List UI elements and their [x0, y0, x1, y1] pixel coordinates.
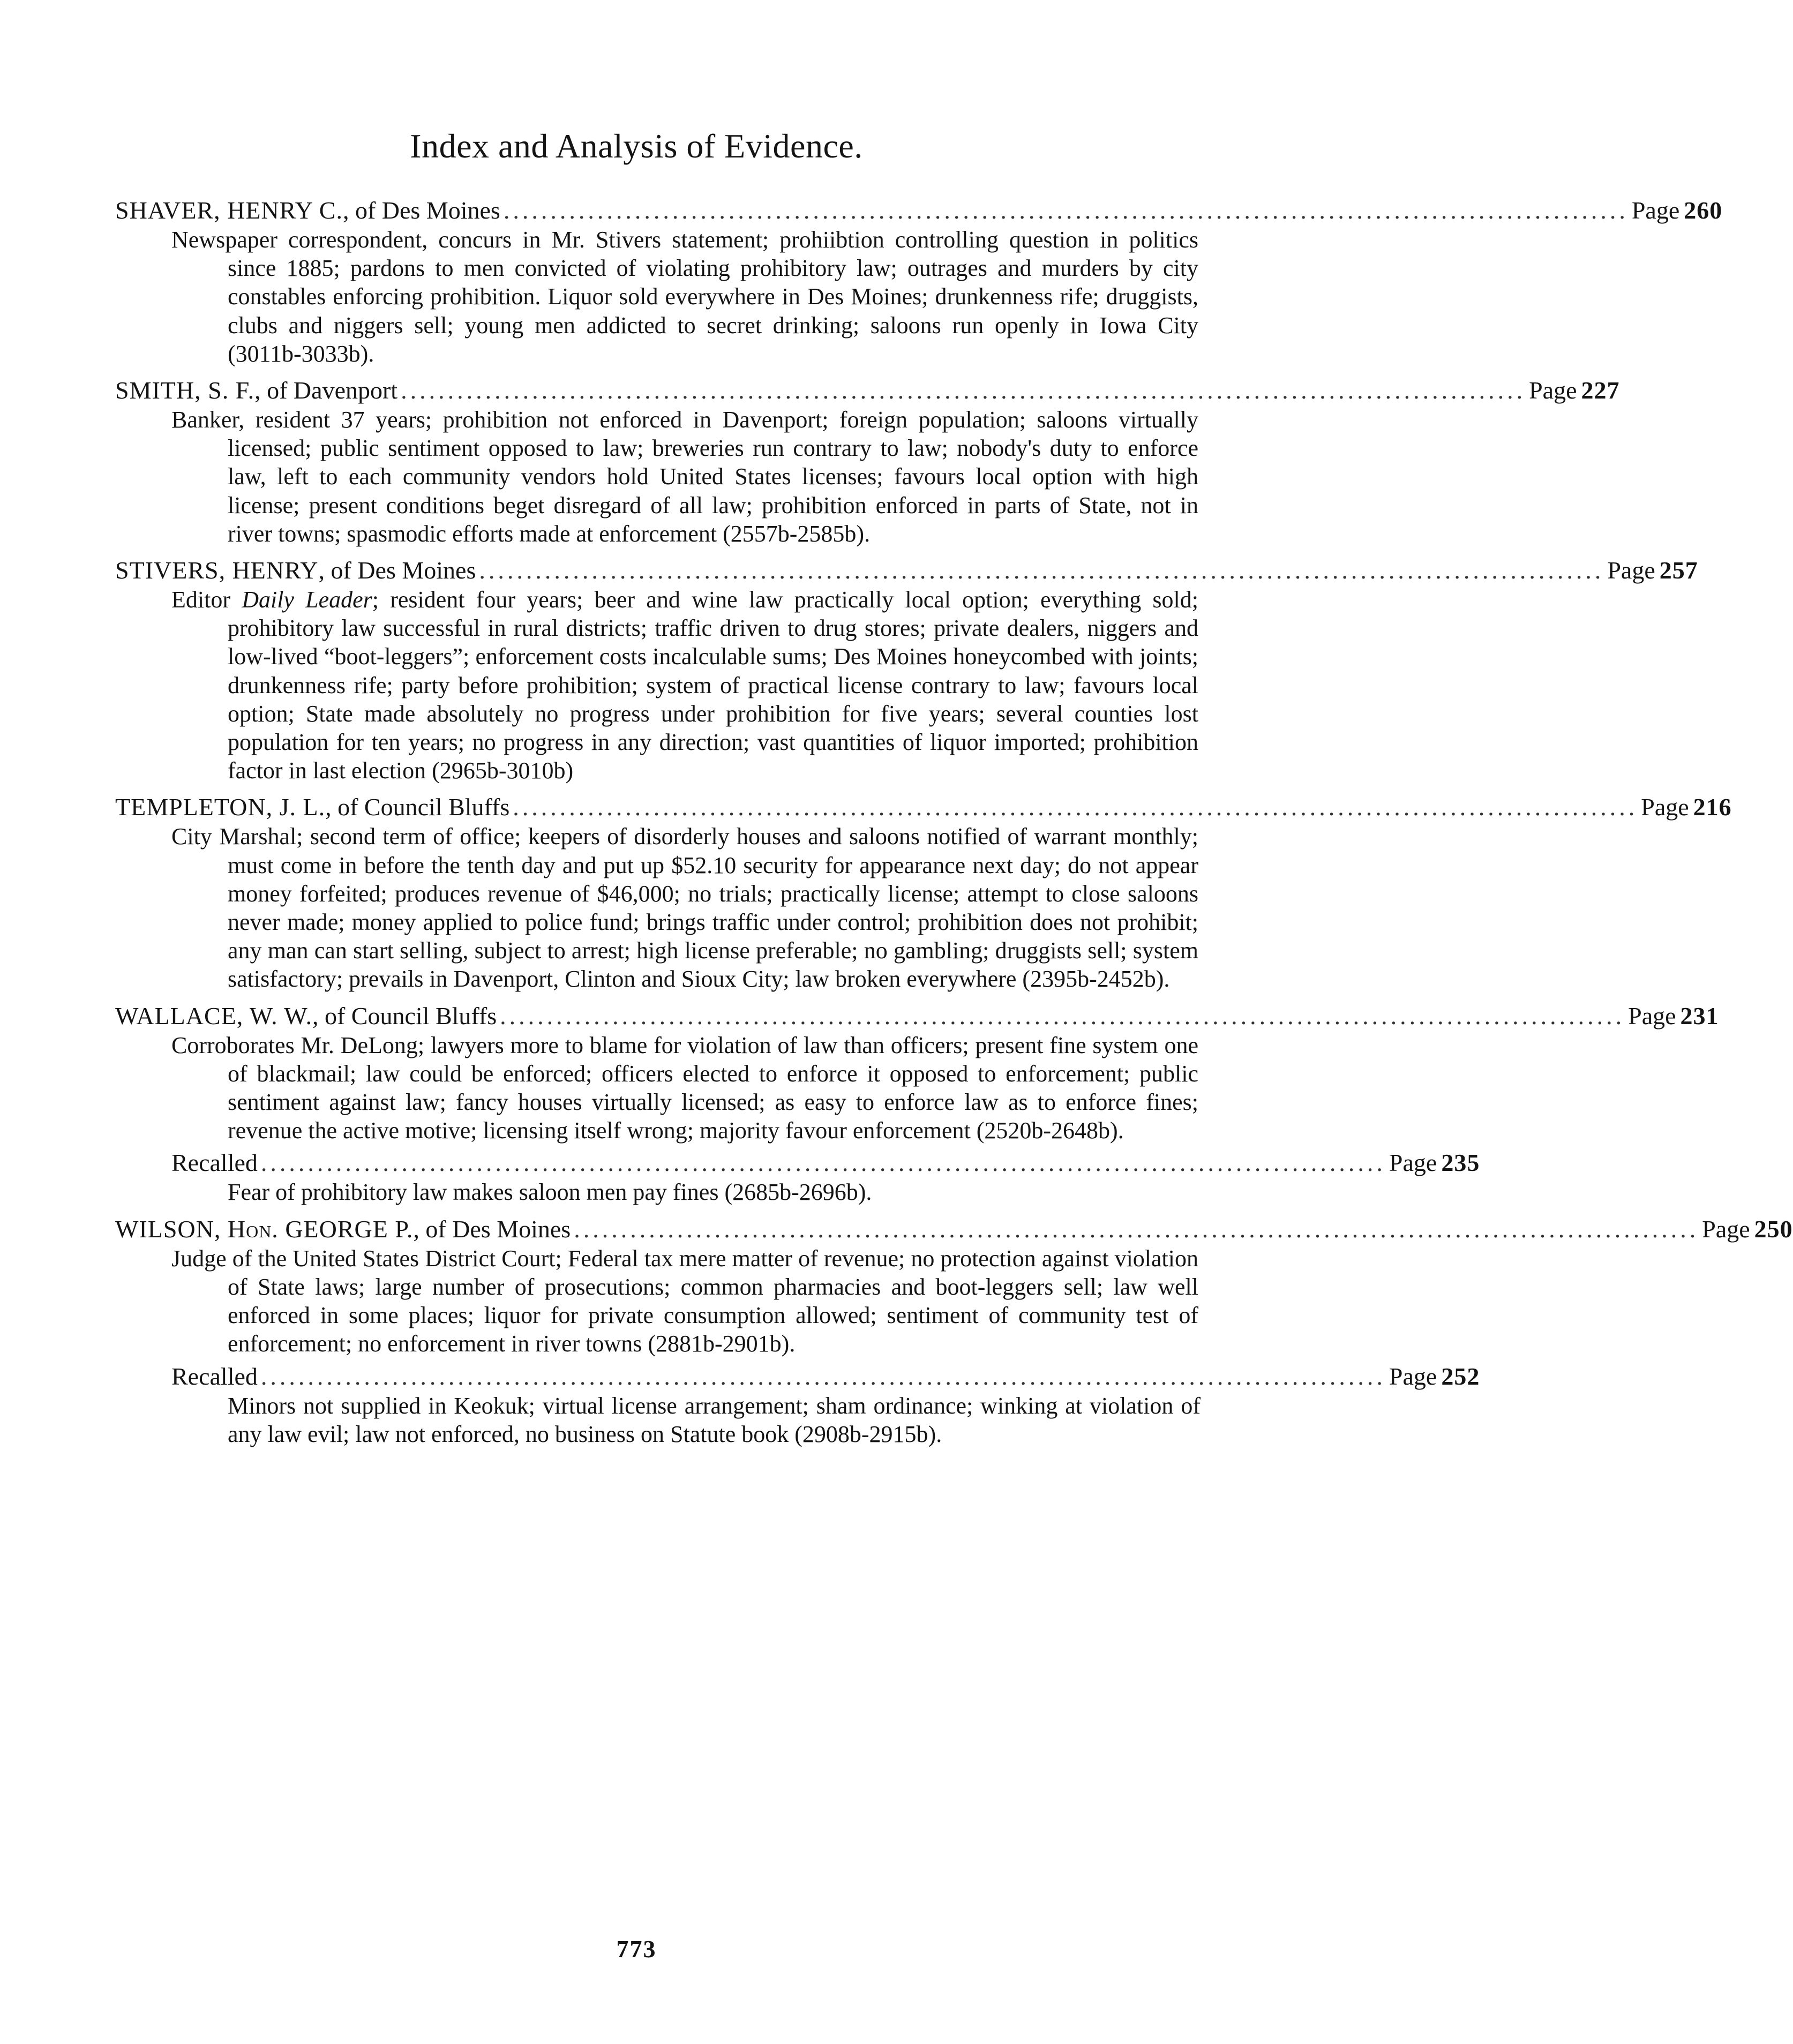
- index-entry-wallace: [115, 1001, 1719, 1207]
- summary-prefix: Editor: [171, 587, 242, 613]
- recalled-label: Recalled: [171, 1362, 258, 1390]
- dot-leader: ........................................................................................................................: [479, 557, 1604, 584]
- page-reference: 252: [1441, 1362, 1480, 1390]
- index-entries: [115, 196, 1793, 1448]
- page-label: Page: [1702, 1215, 1750, 1243]
- page-label: Page: [1628, 1002, 1676, 1029]
- page-label: Page: [1607, 557, 1655, 584]
- page-reference: 257: [1659, 557, 1698, 584]
- page-reference: 227: [1581, 377, 1620, 404]
- page-reference: 250: [1754, 1215, 1793, 1243]
- entry-summary: Corroborates Mr. DeLong; lawyers more to blame for violation of law than officers; present fine system one of blackmail; law could be enforced; officers elected to enforce it opposed to enforcement; public sentiment against law; fancy houses virtually licensed; as easy to enforce law as to enforce fines; revenue the active motive; licensing itself wrong; majority favour enforcement (2520b-2648b).: [171, 1032, 1198, 1144]
- dot-leader: ........................................................................................................................: [513, 793, 1638, 821]
- witness-name: TEMPLETON, J. L.: [115, 793, 326, 821]
- dot-leader: ........................................................................................................................: [574, 1215, 1699, 1243]
- witness-location: , of Des Moines: [342, 197, 500, 224]
- recalled-summary: Fear of prohibitory law makes saloon men pay fines (2685b-2696b).: [228, 1179, 872, 1206]
- page-title: Index and Analysis of Evidence.: [410, 127, 863, 165]
- witness-name: SMITH, S. F.: [115, 377, 255, 404]
- name-prefix: WILSON,: [115, 1215, 228, 1243]
- recalled-heading: [171, 1362, 1480, 1392]
- witness-location: , of Des Moines: [318, 557, 476, 584]
- entry-summary: Newspaper correspondent, concurs in Mr. Stivers statement; prohiibtion controlling question in politics since 1885; pardons to men convicted of violating prohibitory law; outrages and murders by city constables enforcing prohibition. Liquor sold everywhere in Des Moines; drunkenness rife; druggists, clubs and niggers sell; young men addicted to secret drinking; saloons run openly in Iowa City (3011b-3033b).: [171, 227, 1198, 367]
- index-entry-wilson: [115, 1214, 1793, 1448]
- entry-heading: [115, 1001, 1719, 1031]
- page-reference: 231: [1680, 1002, 1719, 1029]
- entry-summary: Judge of the United States District Court; Federal tax mere matter of revenue; no protection against violation of State laws; large number of prosecutions; common pharmacies and boot-leggers sell; law well enforced in some places; liquor for private consumption allowed; sentiment of community test of enforcement; no enforcement in river towns (2881b-2901b).: [171, 1245, 1198, 1357]
- page-label: Page: [1631, 197, 1680, 224]
- page-label: Page: [1389, 1362, 1437, 1390]
- dot-leader: ........................................................................................................................: [503, 197, 1629, 224]
- name-rest: GEORGE P.: [278, 1215, 414, 1243]
- witness-location: , of Davenport: [254, 377, 398, 404]
- witness-name: [115, 1214, 413, 1244]
- newspaper-title: Daily Leader: [242, 587, 372, 613]
- entry-summary: Banker, resident 37 years; prohibition not enforced in Davenport; foreign population; saloons virtually licensed; public sentiment opposed to law; breweries run contrary to law; nobody's duty to enforce law, left to each community vendors hold United States licenses; favours local option with high license; present conditions beget disregard of all law; prohibition enforced in parts of State, not in river towns; spasmodic efforts made at enforcement (2557b-2585b).: [171, 407, 1198, 547]
- witness-name: SHAVER, HENRY C.: [115, 197, 343, 224]
- page-label: Page: [1389, 1149, 1437, 1177]
- entry-heading: [115, 375, 1620, 405]
- page-label: Page: [1529, 377, 1577, 404]
- recalled-label: Recalled: [171, 1149, 258, 1177]
- dot-leader: ........................................................................................................................: [500, 1002, 1625, 1029]
- page-label: Page: [1641, 793, 1689, 821]
- index-entry-stivers: [115, 555, 1698, 785]
- entry-heading: [115, 555, 1698, 585]
- witness-location: , of Des Moines: [413, 1215, 571, 1243]
- honorific: Hon.: [227, 1215, 279, 1243]
- page-reference: 260: [1684, 197, 1723, 224]
- recalled-summary: Minors not supplied in Keokuk; virtual license arrangement; sham ordinance; winking at violation of any law evil; law not enforced, no business on Statute book (2908b-2915b).: [228, 1392, 1201, 1447]
- dot-leader: ........................................................................................................................: [401, 377, 1526, 404]
- entry-heading: [115, 1214, 1793, 1244]
- entry-heading: [115, 792, 1732, 822]
- summary-text: ; resident four years; beer and wine law practically local option; everything sold; prohibitory law successful in rural districts; traffic driven to drug stores; private dealers, niggers and low-lived “boot-leggers”; enforcement costs incalculable sums; Des Moines honeycombed with joints; drunkenness rife; party before prohibition; system of practical license contrary to law; favours local option; State made absolutely no progress under prohibition for five years; several counties lost population for ten years; no progress in any direction; vast quantities of liquor imported; prohibition factor in last election (2965b-3010b): [228, 587, 1198, 784]
- witness-location: , of Council Bluffs: [312, 1002, 497, 1029]
- witness-name: WALLACE, W. W.: [115, 1002, 312, 1029]
- entry-summary: [171, 585, 1198, 785]
- entry-heading: [115, 196, 1723, 226]
- entry-summary: City Marshal; second term of office; keepers of disorderly houses and saloons notified of warrant monthly; must come in before the tenth day and put up $52.10 security for appearance next day; do not appear money forfeited; produces revenue of $46,000; no trials; practically license; attempt to close saloons never made; money applied to police fund; brings traffic under control; prohibition does not prohibit; any man can start selling, subject to arrest; high license preferable; no gambling; druggists sell; system satisfactory; prevails in Davenport, Clinton and Sioux City; law broken everywhere (2395b-2452b).: [171, 823, 1198, 993]
- dot-leader: ........................................................................................................................: [260, 1362, 1386, 1390]
- dot-leader: ........................................................................................................................: [260, 1149, 1386, 1177]
- recalled-heading: [171, 1148, 1480, 1178]
- page-reference: 216: [1693, 793, 1732, 821]
- page-number: 773: [616, 1935, 657, 1963]
- witness-location: , of Council Bluffs: [325, 793, 510, 821]
- index-entry-shaver: [115, 196, 1723, 368]
- witness-name: STIVERS, HENRY: [115, 557, 319, 584]
- index-entry-templeton: [115, 792, 1732, 993]
- page-reference: 235: [1441, 1149, 1480, 1177]
- index-entry-smith: [115, 375, 1620, 548]
